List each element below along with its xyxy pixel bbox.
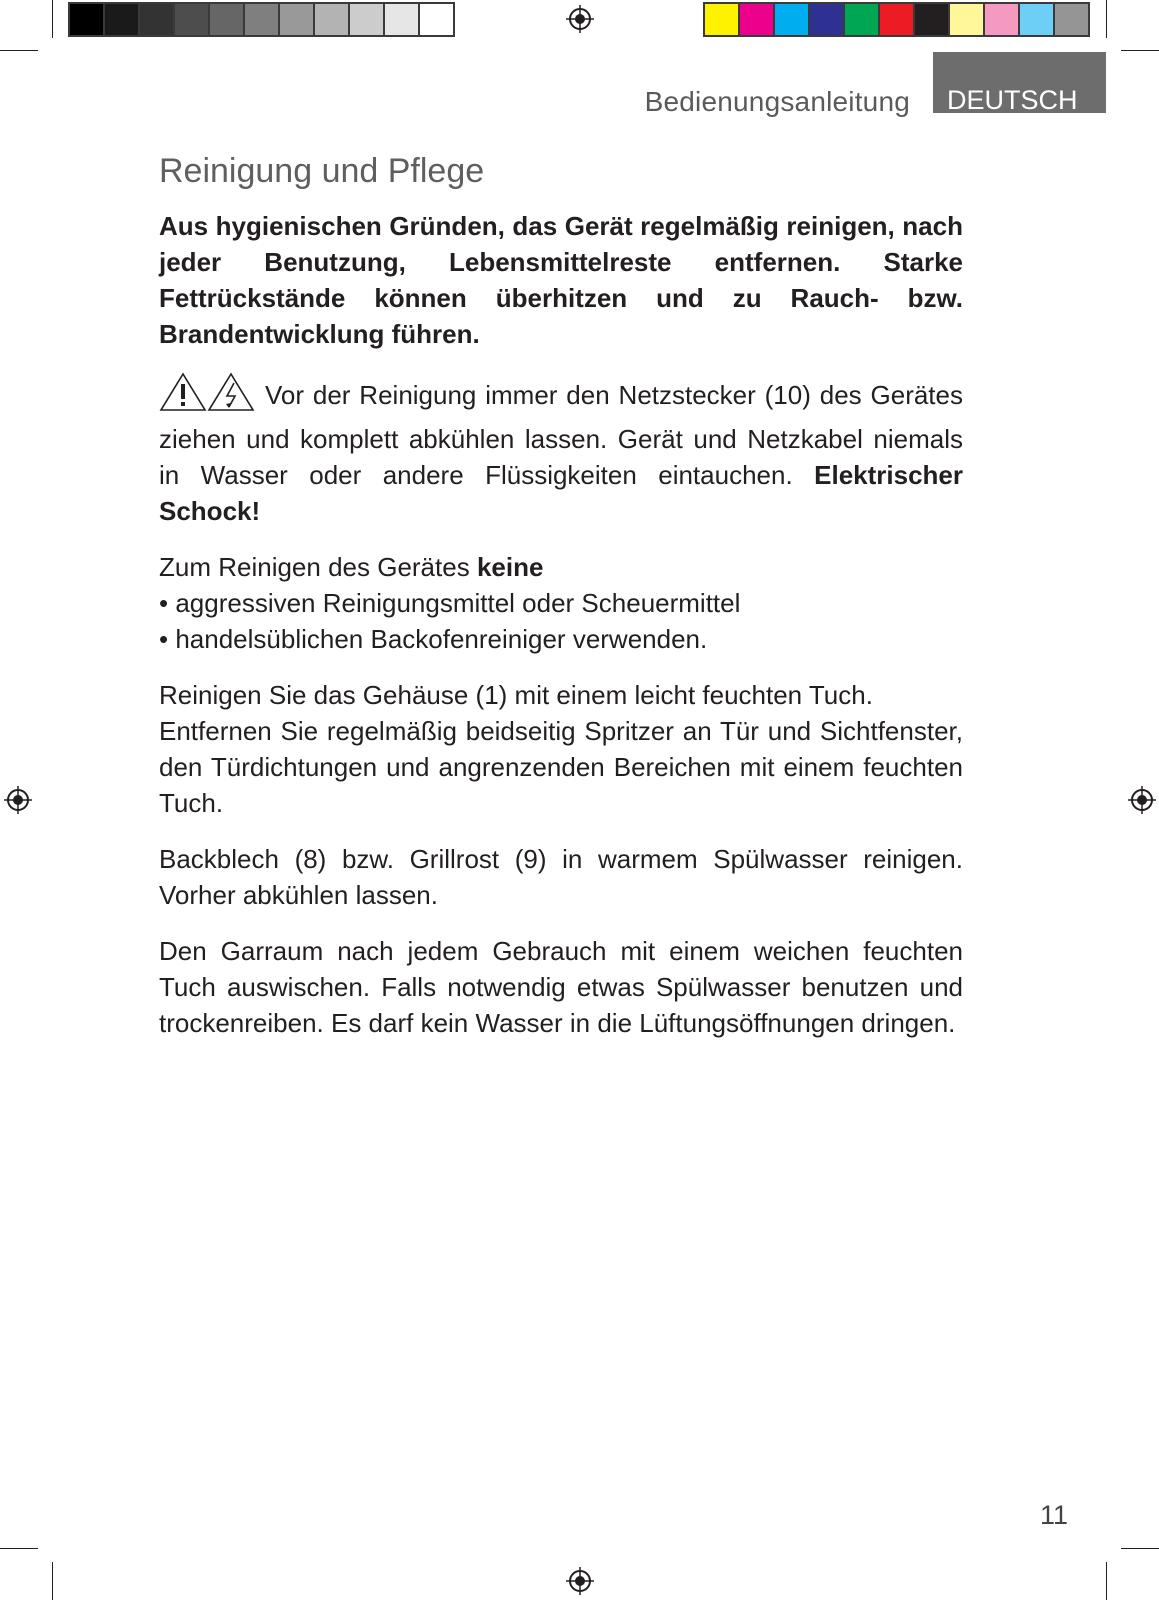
color-swatch [105, 4, 140, 35]
registration-mark-icon [566, 1567, 594, 1595]
warning-paragraph [159, 372, 963, 529]
crop-mark [52, 1562, 53, 1600]
crop-mark [1106, 1562, 1107, 1600]
color-swatch [880, 4, 915, 35]
language-tab: DEUTSCH [933, 52, 1106, 113]
cleaning-agents-block [159, 549, 963, 657]
process-color-bar [703, 2, 1090, 37]
list-item: • aggressiven Reinigungsmittel oder Scheuermittel [159, 588, 741, 618]
color-swatch [245, 4, 280, 35]
warning-icons [159, 372, 255, 421]
registration-mark-icon [1128, 786, 1156, 814]
section-title: Reinigung und Pflege [159, 152, 485, 190]
section-body [159, 208, 963, 1061]
crop-mark [52, 0, 53, 38]
crop-mark [1121, 50, 1159, 51]
housing-line: Reinigen Sie das Gehäuse (1) mit einem leicht feuchten Tuch. [159, 680, 873, 710]
registration-mark-icon [4, 786, 32, 814]
color-swatch [810, 4, 845, 35]
color-swatch [915, 4, 950, 35]
color-swatch [70, 4, 105, 35]
crop-mark [0, 50, 38, 51]
cavity-paragraph: Den Garraum nach jedem Gebrauch mit einem weichen feuchten Tuch auswischen. Falls notwendig etwas Spülwasser benutzen und trockenreiben. Es darf kein Wasser in die Lüftungsöffnungen dringen. [159, 936, 963, 1038]
color-swatch [315, 4, 350, 35]
manual-title: Bedienungsanleitung [644, 86, 910, 117]
tray-paragraph: Backblech (8) bzw. Grillrost (9) in warmem Spülwasser reinigen. Vorher abkühlen lassen. [159, 844, 963, 910]
housing-text: Entfernen Sie regelmäßig beidseitig Spritzer an Tür und Sichtfenster, den Türdichtungen und angrenzenden Bereichen mit einem feuchten Tuch. [159, 716, 963, 818]
color-swatch [845, 4, 880, 35]
cleaning-agents-keyword: keine [476, 552, 544, 582]
crop-mark [1106, 0, 1107, 38]
color-swatch [740, 4, 775, 35]
registration-mark-icon [566, 5, 594, 33]
color-swatch [140, 4, 175, 35]
color-swatch [280, 4, 315, 35]
warning-triangle-icon [159, 372, 255, 412]
color-swatch [950, 4, 985, 35]
color-swatch [420, 4, 453, 35]
color-swatch [175, 4, 210, 35]
color-swatch [210, 4, 245, 35]
cleaning-agents-list [159, 585, 963, 657]
cleaning-agents-intro-text: Zum Reinigen des Gerätes [159, 552, 470, 582]
color-swatch [385, 4, 420, 35]
color-swatch [1020, 4, 1055, 35]
warning-emphasis: Elektrischer Schock! [159, 460, 963, 526]
housing-paragraph [159, 677, 963, 821]
grayscale-color-bar [68, 2, 455, 37]
color-swatch [1055, 4, 1088, 35]
color-swatch [775, 4, 810, 35]
page-number: 11 [1040, 1500, 1069, 1530]
color-swatch [350, 4, 385, 35]
cleaning-agents-intro [159, 549, 963, 585]
warning-text: Vor der Reinigung immer den Netzstecker (10) des Gerätes ziehen und komplett abkühlen lassen. Gerät und Netzkabel niemals in Wasser oder andere Flüssigkeiten eintauchen. [159, 380, 963, 490]
color-swatch [705, 4, 740, 35]
crop-mark [0, 1548, 38, 1549]
color-swatch [985, 4, 1020, 35]
intro-paragraph: Aus hygienischen Gründen, das Gerät regelmäßig reinigen, nach jeder Benutzung, Lebensmittelreste entfernen. Starke Fettrückstände können überhitzen und zu Rauch- bzw. Brandentwicklung führen. [159, 211, 963, 349]
list-item: • handelsüblichen Backofenreiniger verwenden. [159, 624, 708, 654]
crop-mark [1121, 1548, 1159, 1549]
